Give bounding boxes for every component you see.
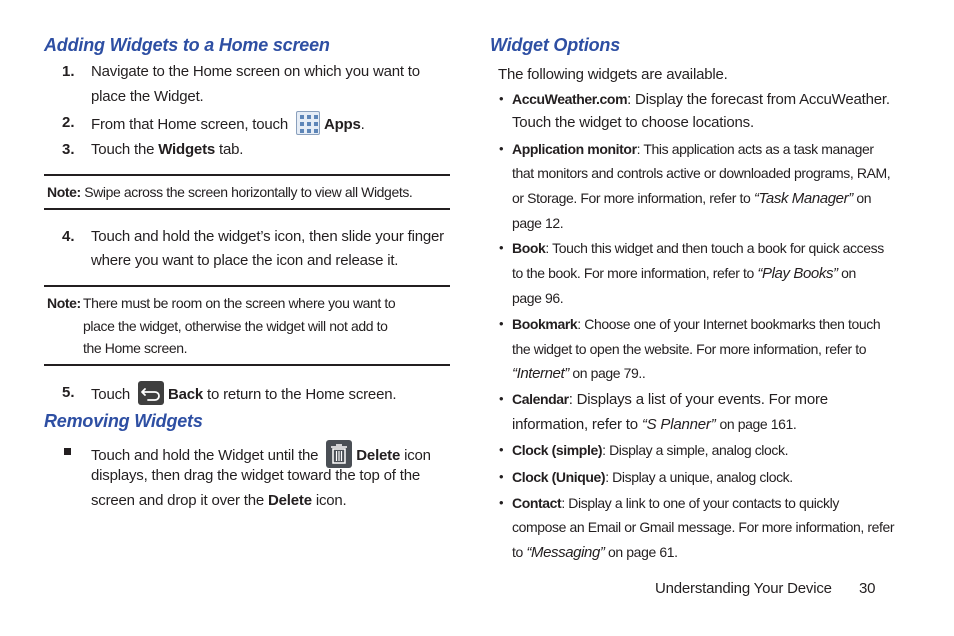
contact-line3 [512,540,678,565]
clock-simple-label: Clock (simple) [512,442,603,458]
contact-desc: : Display a link to one of your contacts to quickly [561,495,839,511]
page-number: 30 [859,580,876,597]
clock-unique-label: Clock (Unique) [512,469,606,485]
remove-post: icon [404,447,431,464]
bookmark-page: on page 79.. [572,365,646,381]
bullet: • [499,240,504,255]
bookmark-label: Bookmark [512,316,578,332]
note-rule-bottom [44,364,450,366]
contact-label: Contact [512,495,562,511]
step2-text [91,111,365,137]
book-line3: page 96. [512,290,564,306]
calendar-page: on page 161. [719,416,797,432]
bullet: • [499,91,504,106]
contact-page: on page 61. [608,544,678,560]
calendar-line2 [512,412,796,437]
remove-line3 [91,489,347,513]
clock-unique-desc: : Display a unique, analog clock. [605,469,793,485]
note1-text: Swipe across the screen horizontally to view all Widgets. [84,184,413,200]
clock-simple-line [512,438,788,462]
clock-unique-line [512,465,793,489]
step4-line2: where you want to place the icon and release it. [91,252,399,269]
bullet: • [499,141,504,156]
book-desc: : Touch this widget and then touch a book for quick access [545,240,884,256]
app-monitor-desc: : This application acts as a task manager [636,141,874,157]
step5-post: to return to the Home screen. [207,386,397,403]
play-books-link[interactable]: “Play Books” [757,265,838,282]
app-monitor-label: Application monitor [512,141,637,157]
note-rule-top [44,174,450,176]
bookmark-desc: : Choose one of your Internet bookmarks then touch [577,316,881,332]
bookmark-line3 [512,361,645,386]
book-ref: to the book. For more information, refer to [512,265,754,281]
app-monitor-on: on [856,190,872,206]
step3-post: tab. [219,141,244,158]
step1-line1: Navigate to the Home screen on which you want to [91,63,420,80]
step-number: 5. [62,384,75,401]
step5-pre: Touch [91,386,131,403]
book-line1 [512,236,884,260]
intro-text: The following widgets are available. [498,66,728,83]
clock-simple-desc: : Display a simple, analog clock. [602,442,789,458]
note-label: Note: [47,295,81,311]
app-monitor-line3 [512,186,871,211]
back-label: Back [168,386,204,403]
accuweather-line1 [512,87,890,112]
accuweather-line2: Touch the widget to choose locations. [512,114,754,131]
app-monitor-line1 [512,137,874,161]
calendar-ref: information, refer to [512,416,638,433]
step-number: 2. [62,114,75,131]
step5-text [91,381,396,407]
note-rule-top [44,285,450,287]
messaging-link[interactable]: “Messaging” [526,544,605,561]
contact-line2: compose an Email or Gmail message. For more information, refer [512,519,895,535]
step3-pre: Touch the [91,141,155,158]
book-on: on [841,265,856,281]
calendar-line1 [512,387,828,412]
back-icon [138,381,164,405]
app-monitor-ref: or Storage. For more information, refer to [512,190,751,206]
step2-post: . [360,116,365,133]
bullet: • [499,469,504,484]
note2-line3: the Home screen. [83,340,188,356]
square-bullet [64,448,71,455]
step3-text [91,138,243,162]
bullet: • [499,316,504,331]
bullet: • [499,391,504,406]
contact-to: to [512,544,523,560]
apps-label: Apps [323,116,361,133]
note-label: Note: [47,184,81,200]
step-number: 3. [62,141,75,158]
delete-label: Delete [268,492,312,509]
delete-label: Delete [356,447,401,464]
footer-section: Understanding Your Device [655,580,832,597]
step1-line2: place the Widget. [91,88,204,105]
step-number: 1. [62,63,75,80]
book-label: Book [512,240,546,256]
contact-line1 [512,491,839,515]
step4-line1: Touch and hold the widget’s icon, then slide your finger [91,228,444,245]
widgets-label: Widgets [158,141,216,158]
heading-widget-options: Widget Options [490,35,621,55]
step2-pre: From that Home screen, touch [91,116,288,133]
bullet: • [499,442,504,457]
bookmark-line1 [512,312,880,336]
remove-pre: Touch and hold the Widget until the [91,447,319,464]
task-manager-link[interactable]: “Task Manager” [753,190,853,207]
book-line2 [512,261,856,286]
app-monitor-line4: page 12. [512,215,564,231]
accuweather-desc: : Display the forecast from AccuWeather. [627,91,890,108]
step-number: 4. [62,228,75,245]
internet-link[interactable]: “Internet” [512,365,569,382]
app-monitor-line2: that monitors and controls active or downloaded programs, RAM, [512,165,891,181]
bookmark-line2: the widget to open the website. For more information, refer to [512,341,867,357]
note-rule-bottom [44,208,450,210]
remove-line3-post: icon. [315,492,347,509]
remove-line2: displays, then drag the widget toward the top of the [91,467,420,484]
note2-line2: place the widget, otherwise the widget will not add to [83,318,388,334]
apps-grid-icon [296,111,320,135]
s-planner-link[interactable]: “S Planner” [641,416,716,433]
calendar-label: Calendar [512,391,569,407]
accuweather-label: AccuWeather.com [512,91,628,107]
heading-adding-widgets: Adding Widgets to a Home screen [44,35,330,55]
note2-line1: There must be room on the screen where you want to [83,295,396,311]
heading-removing-widgets: Removing Widgets [44,411,203,431]
note1 [47,180,412,204]
calendar-desc: : Displays a list of your events. For more [568,391,828,408]
remove-line3-pre: screen and drop it over the [91,492,265,509]
bullet: • [499,495,504,510]
